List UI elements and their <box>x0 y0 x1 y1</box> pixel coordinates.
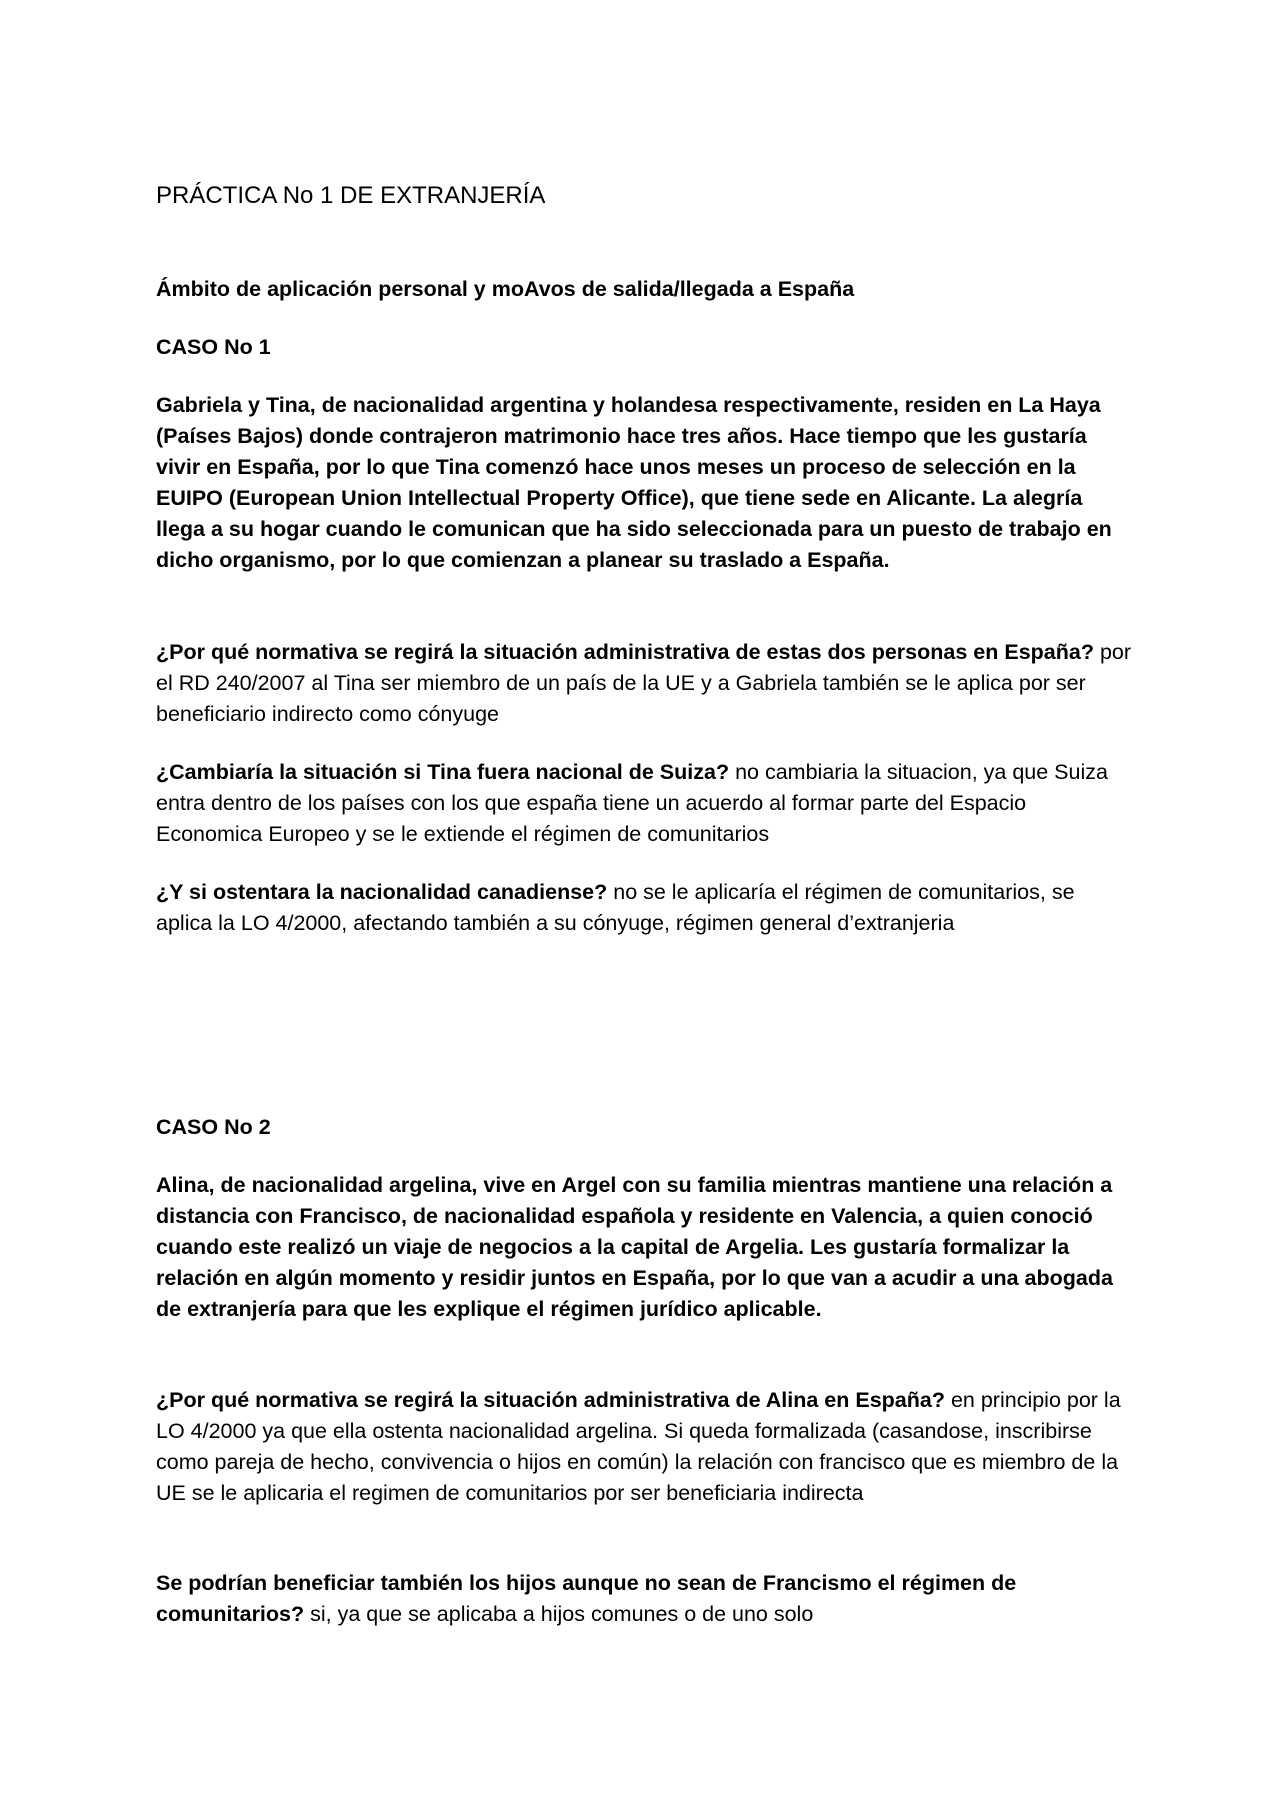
case-2-title: CASO No 2 <box>156 1115 271 1139</box>
case-1-title: CASO No 1 <box>156 335 271 359</box>
case-1-qa-3 <box>156 877 1134 939</box>
case-2-qa-2 <box>156 1568 1134 1630</box>
answer-text: en principio por la LO 4/2000 ya que ella ostenta nacionalidad argelina. Si queda formalizada (casandose, inscribirse como pareja de hecho, convivencia o hijos en común) la relación con francisco que es miembro de la UE se le aplicaria el regimen de comunitarios por ser beneficiaria indirecta <box>156 1388 1121 1505</box>
question-text: ¿Por qué normativa se regirá la situación administrativa de Alina en España? <box>156 1388 945 1412</box>
section-heading: Ámbito de aplicación personal y moAvos de salida/llegada a España <box>156 277 855 301</box>
question-text: Se podrían beneficiar también los hijos aunque no sean de Francismo el régimen de comunitarios? <box>156 1571 1017 1626</box>
question-text: ¿Y si ostentara la nacionalidad canadiense? <box>156 880 608 904</box>
question-text: ¿Cambiaría la situación si Tina fuera nacional de Suiza? <box>156 760 730 784</box>
answer-text: no cambiaria la situacion, ya que Suiza entra dentro de los países con los que españa tiene un acuerdo al formar parte del Espacio Economica Europeo y se le extiende el régimen de comunitarios <box>156 760 1108 846</box>
answer-text: si, ya que se aplicaba a hijos comunes o de uno solo <box>304 1602 814 1626</box>
case-1-qa-2 <box>156 757 1134 850</box>
case-1-qa-1 <box>156 637 1134 730</box>
case-2-qa-1 <box>156 1385 1134 1509</box>
document-title: PRÁCTICA No 1 DE EXTRANJERÍA <box>156 182 546 209</box>
case-2-narrative: Alina, de nacionalidad argelina, vive en Argel con su familia mientras mantiene una relación a distancia con Francisco, de nacionalidad española y residente en Valencia, a quien conoció cuando este realizó un viaje de negocios a la capital de Argelia. Les gustaría formalizar la relación en algún momento y residir juntos en España, por lo que van a acudir a una abogada de extranjería para que les explique el régimen jurídico aplicable. <box>156 1173 1113 1321</box>
answer-text: no se le aplicaría el régimen de comunitarios, se aplica la LO 4/2000, afectando también a su cónyuge, régimen general d’extranjeria <box>156 880 1075 935</box>
case-1-narrative: Gabriela y Tina, de nacionalidad argentina y holandesa respectivamente, residen en La Haya (Países Bajos) donde contrajeron matrimonio hace tres años. Hace tiempo que les gustaría vivir en España, por lo que Tina comenzó hace unos meses un proceso de selección en la EUIPO (European Union Intellectual Property Office), que tiene sede en Alicante. La alegría llega a su hogar cuando le comunican que ha sido seleccionada para un puesto de trabajo en dicho organismo, por lo que comienzan a planear su traslado a España. <box>156 393 1112 572</box>
question-text: ¿Por qué normativa se regirá la situación administrativa de estas dos personas en España? <box>156 640 1094 664</box>
answer-text: por el RD 240/2007 al Tina ser miembro de un país de la UE y a Gabriela también se le aplica por ser beneficiario indirecto como cónyuge <box>156 640 1132 726</box>
